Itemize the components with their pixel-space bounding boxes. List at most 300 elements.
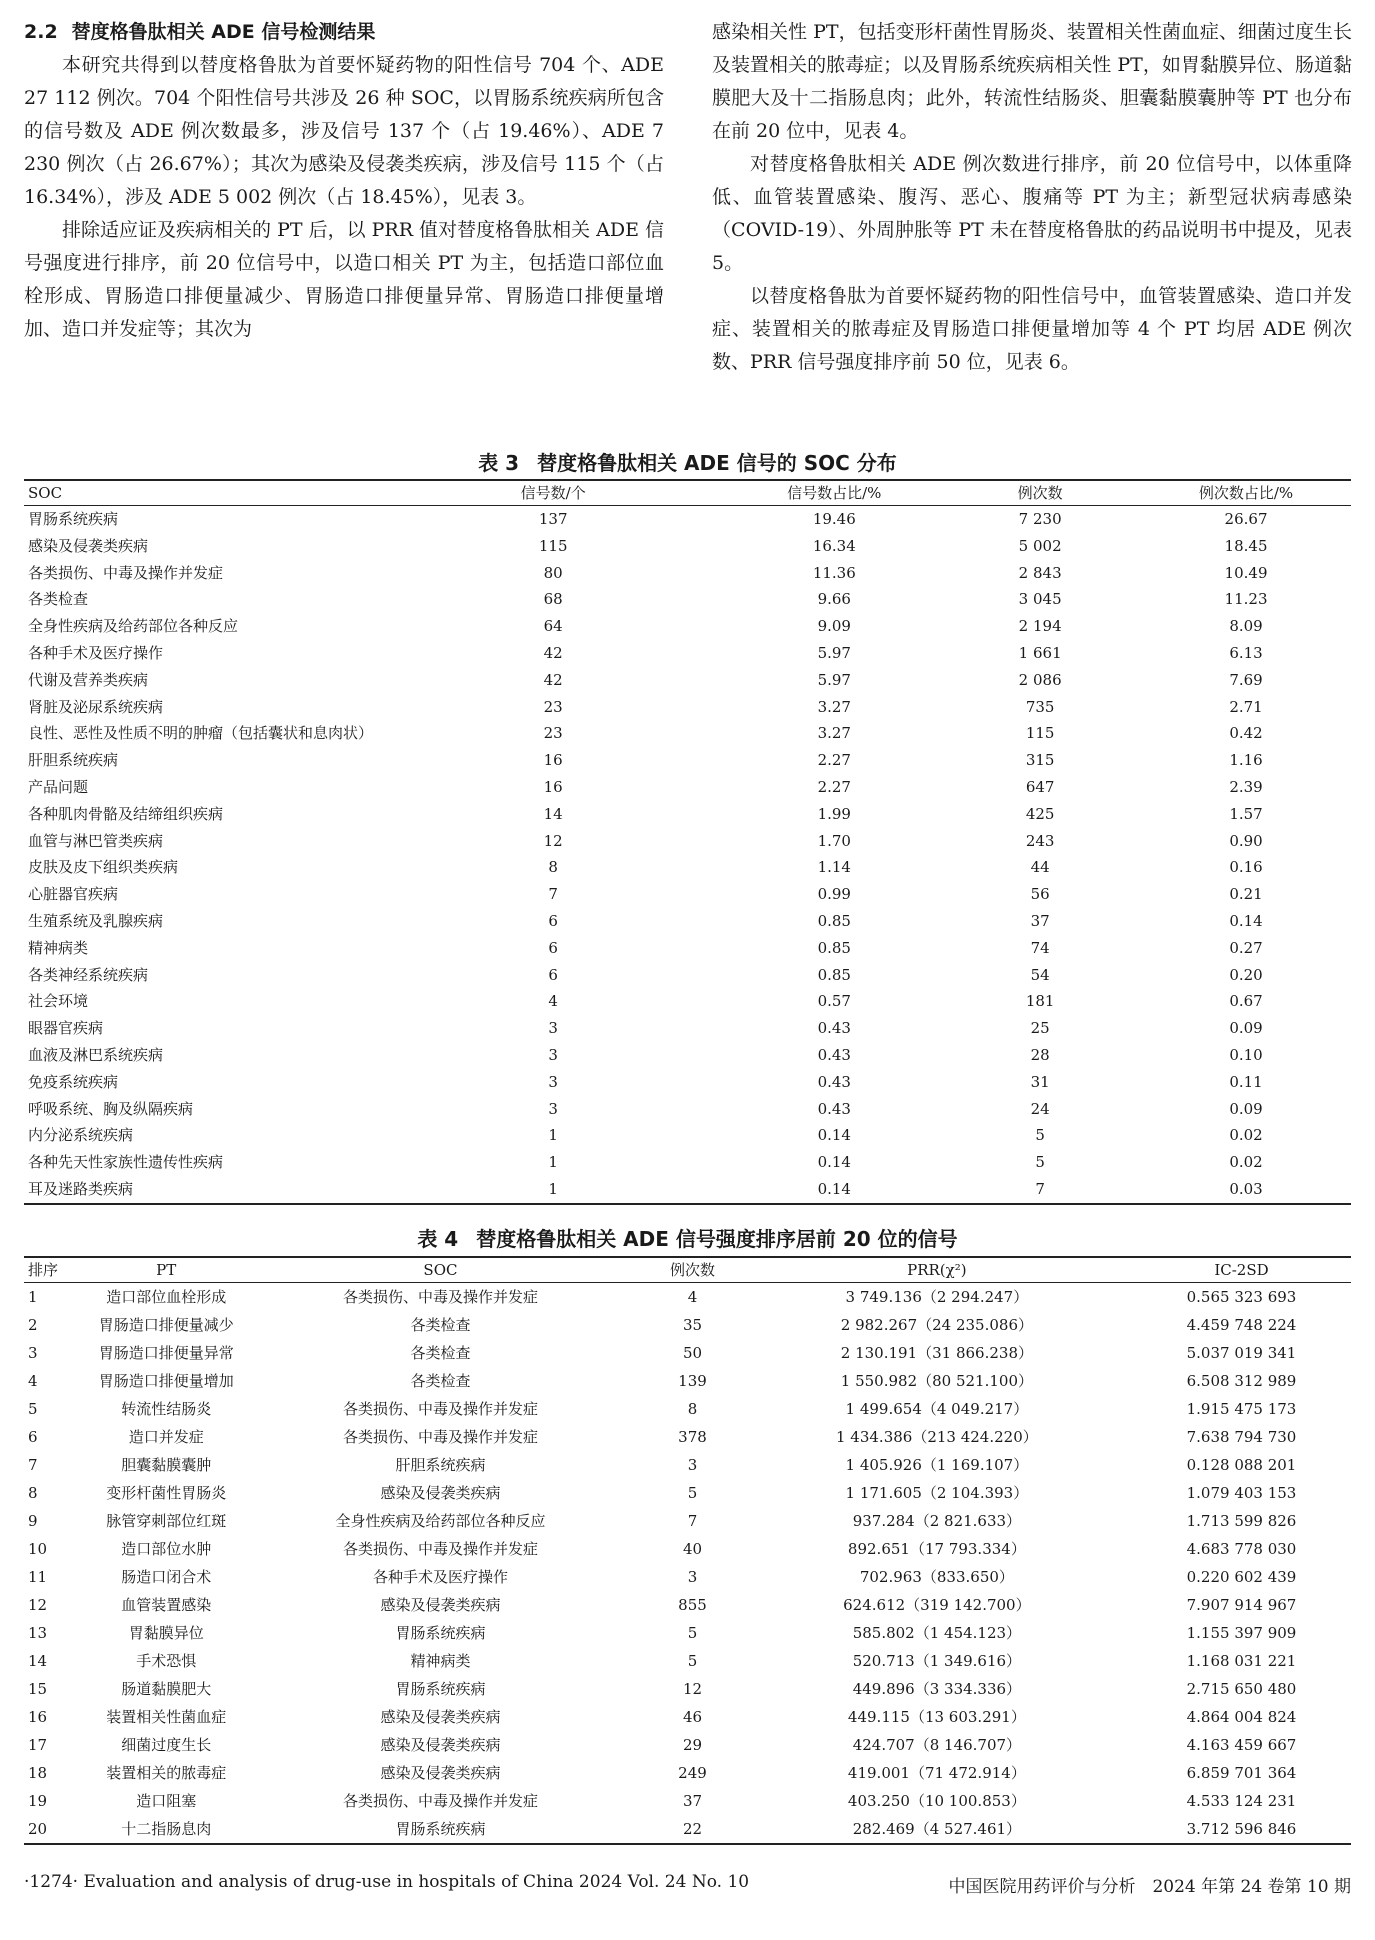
table-cell: 1.99 bbox=[817, 804, 851, 823]
table-cell: 肝胆系统疾病 bbox=[395, 1456, 486, 1474]
table-cell: 产品问题 bbox=[28, 777, 89, 796]
table-cell: 23 bbox=[543, 724, 563, 743]
table-cell: 1.57 bbox=[1229, 804, 1263, 823]
table-cell: 2.27 bbox=[817, 777, 851, 796]
table-cell: 0.09 bbox=[1229, 1099, 1263, 1118]
table-cell: 1 bbox=[548, 1126, 558, 1145]
table-cell: 肠道黏膜肥大 bbox=[121, 1680, 212, 1698]
table-cell: 50 bbox=[682, 1344, 703, 1362]
table-cell: 3 bbox=[687, 1568, 698, 1586]
table-cell: 感染及侵袭类疾病 bbox=[380, 1736, 501, 1754]
table-cell: 5 bbox=[1035, 1153, 1045, 1172]
table-cell: 0.03 bbox=[1141, 1176, 1351, 1204]
footer-journal-en: ·1274· Evaluation and analysis of drug-use in hospitals of China 2024 Vol. 24 No. 10 bbox=[24, 1872, 750, 1892]
table-cell: 各类检查 bbox=[410, 1372, 471, 1390]
table-cell: 胃黏膜异位 bbox=[128, 1624, 204, 1642]
table-cell: 243 bbox=[1025, 831, 1055, 850]
table-row bbox=[24, 1675, 1351, 1703]
table-row bbox=[24, 1759, 1351, 1787]
table-cell: 0.14 bbox=[729, 1176, 939, 1204]
table-cell: 1.16 bbox=[1229, 751, 1263, 770]
table-cell: 181 bbox=[1025, 992, 1055, 1011]
table-cell: 各类损伤、中毒及操作并发症 bbox=[342, 1288, 538, 1306]
table-cell: 2 843 bbox=[1018, 563, 1062, 582]
table-cell: 3.27 bbox=[817, 724, 851, 743]
table-cell: 0.85 bbox=[817, 938, 851, 957]
table-row bbox=[24, 1069, 1351, 1096]
table-cell: 社会环境 bbox=[28, 992, 89, 1011]
table-cell: 0.43 bbox=[817, 1072, 851, 1091]
table-cell: 4.683 778 030 bbox=[1186, 1540, 1297, 1558]
left-column bbox=[24, 16, 664, 346]
table-cell: 449.115（13 603.291） bbox=[847, 1708, 1026, 1726]
table-cell: 12 bbox=[543, 831, 563, 850]
table-cell: 感染及侵袭类疾病 bbox=[28, 536, 149, 555]
table-cell: 624.612（319 142.700） bbox=[843, 1596, 1031, 1614]
table-row bbox=[24, 586, 1351, 613]
table-cell: 403.250（10 100.853） bbox=[847, 1792, 1026, 1810]
table4-header-cell: PT bbox=[95, 1257, 238, 1283]
table-cell: 3 bbox=[687, 1456, 698, 1474]
table-cell: 74 bbox=[1030, 938, 1050, 957]
table-cell: 0.43 bbox=[817, 1099, 851, 1118]
table-cell: 转流性结肠炎 bbox=[121, 1400, 212, 1418]
table-cell: 血管与淋巴管类疾病 bbox=[28, 831, 164, 850]
table-cell: 14 bbox=[543, 804, 563, 823]
table-cell: 6.508 312 989 bbox=[1186, 1372, 1297, 1390]
table-row bbox=[24, 1815, 1351, 1844]
table-cell: 22 bbox=[643, 1815, 742, 1844]
table3-soc-distribution bbox=[24, 479, 1351, 1205]
table-row bbox=[24, 1423, 1351, 1451]
table-cell: 0.43 bbox=[817, 1019, 851, 1038]
table-cell: 3 045 bbox=[1018, 590, 1062, 609]
table-cell: 282.469（4 527.461） bbox=[742, 1815, 1132, 1844]
table-cell: 精神病类 bbox=[410, 1652, 471, 1670]
table-cell: 2 bbox=[28, 1316, 38, 1334]
table4-header-cell: PRR(χ²) bbox=[742, 1257, 1132, 1283]
table-cell: 37 bbox=[1030, 911, 1050, 930]
table-cell: 各类损伤、中毒及操作并发症 bbox=[342, 1428, 538, 1446]
table-cell: 2.715 650 480 bbox=[1186, 1680, 1297, 1698]
table-cell: 42 bbox=[543, 670, 563, 689]
table-row bbox=[24, 747, 1351, 774]
table-cell: 1.079 403 153 bbox=[1186, 1484, 1297, 1502]
table-cell: 37 bbox=[682, 1792, 703, 1810]
table-cell: 20 bbox=[24, 1815, 95, 1844]
table-cell: 变形杆菌性胃肠炎 bbox=[106, 1484, 227, 1502]
table-cell: 各种先天性家族性遗传性疾病 bbox=[28, 1153, 224, 1172]
table-cell: 56 bbox=[1030, 885, 1050, 904]
table-cell: 0.128 088 201 bbox=[1186, 1456, 1297, 1474]
table-cell: 全身性疾病及给药部位各种反应 bbox=[335, 1512, 546, 1530]
table-cell: 28 bbox=[1030, 1045, 1050, 1064]
table-cell: 8 bbox=[28, 1484, 38, 1502]
table-row bbox=[24, 1176, 1351, 1204]
table-cell: 10.49 bbox=[1224, 563, 1268, 582]
table-row bbox=[24, 694, 1351, 721]
table-cell: 生殖系统及乳腺疾病 bbox=[28, 911, 164, 930]
table-cell: 2.27 bbox=[817, 751, 851, 770]
table4-header-cell: 排序 bbox=[24, 1257, 95, 1283]
table-cell: 139 bbox=[678, 1372, 707, 1390]
table-cell: 9 bbox=[28, 1512, 38, 1530]
table-cell: 16 bbox=[543, 751, 563, 770]
table-cell: 1.915 475 173 bbox=[1186, 1400, 1297, 1418]
table-cell: 0.02 bbox=[1229, 1153, 1263, 1172]
table3-header-cell: SOC bbox=[24, 480, 377, 506]
table-row bbox=[24, 1563, 1351, 1591]
table-row bbox=[24, 1042, 1351, 1069]
table3-header-cell: 信号数占比/% bbox=[729, 480, 939, 506]
table4-header-cell: 例次数 bbox=[643, 1257, 742, 1283]
table-cell: 18 bbox=[28, 1764, 48, 1782]
table-cell: 520.713（1 349.616） bbox=[852, 1652, 1022, 1670]
section-number: 2.2 bbox=[24, 21, 58, 43]
table-cell: 0.14 bbox=[1229, 911, 1263, 930]
table-cell: 胃肠系统疾病 bbox=[395, 1624, 486, 1642]
table-cell: 2.71 bbox=[1229, 697, 1263, 716]
table-cell: 68 bbox=[543, 590, 563, 609]
table-cell: 4.459 748 224 bbox=[1186, 1316, 1297, 1334]
table-cell: 造口并发症 bbox=[128, 1428, 204, 1446]
table-row bbox=[24, 1787, 1351, 1815]
table-cell: 5 bbox=[687, 1624, 698, 1642]
table-cell: 各类损伤、中毒及操作并发症 bbox=[28, 563, 224, 582]
table-cell: 1 bbox=[377, 1176, 729, 1204]
table-cell: 胃肠造口排便量增加 bbox=[98, 1372, 234, 1390]
table-cell: 3 bbox=[548, 1019, 558, 1038]
table-cell: 7 bbox=[939, 1176, 1141, 1204]
table-cell: 4.864 004 824 bbox=[1186, 1708, 1297, 1726]
table-cell: 378 bbox=[678, 1428, 707, 1446]
table-cell: 0.10 bbox=[1229, 1045, 1263, 1064]
table-cell: 9.09 bbox=[817, 617, 851, 636]
table-cell: 十二指肠息肉 bbox=[95, 1815, 238, 1844]
table-cell: 各类损伤、中毒及操作并发症 bbox=[342, 1792, 538, 1810]
table-cell: 18.45 bbox=[1224, 536, 1268, 555]
table-cell: 各类检查 bbox=[410, 1344, 471, 1362]
table-cell: 造口部位血栓形成 bbox=[106, 1288, 227, 1306]
table-cell: 6 bbox=[28, 1428, 38, 1446]
table-row bbox=[24, 1451, 1351, 1479]
table-cell: 424.707（8 146.707） bbox=[852, 1736, 1022, 1754]
table-cell: 16 bbox=[28, 1708, 48, 1726]
table-cell: 肾脏及泌尿系统疾病 bbox=[28, 697, 164, 716]
table-row bbox=[24, 1731, 1351, 1759]
table-cell: 855 bbox=[678, 1596, 707, 1614]
table-cell: 4.163 459 667 bbox=[1186, 1736, 1297, 1754]
table4-title: 替度格鲁肽相关 ADE 信号强度排序居前 20 位的信号 bbox=[476, 1227, 958, 1251]
table-cell: 0.43 bbox=[817, 1045, 851, 1064]
table-cell: 17 bbox=[28, 1736, 48, 1754]
table-cell: 2.39 bbox=[1229, 777, 1263, 796]
table-cell: 115 bbox=[538, 536, 568, 555]
table-row bbox=[24, 881, 1351, 908]
table-cell: 1 499.654（4 049.217） bbox=[845, 1400, 1029, 1418]
table-cell: 7 bbox=[28, 1456, 38, 1474]
table-cell: 449.896（3 334.336） bbox=[852, 1680, 1022, 1698]
table-cell: 各类损伤、中毒及操作并发症 bbox=[342, 1540, 538, 1558]
table-cell: 2 086 bbox=[1018, 670, 1062, 689]
table-cell: 1 661 bbox=[1018, 643, 1062, 662]
table-cell: 1.70 bbox=[817, 831, 851, 850]
table-row bbox=[24, 1339, 1351, 1367]
table-cell: 胃肠系统疾病 bbox=[395, 1680, 486, 1698]
table-cell: 13 bbox=[28, 1624, 48, 1642]
table-cell: 装置相关的脓毒症 bbox=[106, 1764, 227, 1782]
table-cell: 代谢及营养类疾病 bbox=[28, 670, 149, 689]
table-cell: 0.14 bbox=[817, 1126, 851, 1145]
table-cell: 全身性疾病及给药部位各种反应 bbox=[28, 617, 239, 636]
table-cell: 12 bbox=[28, 1596, 48, 1614]
footer-journal-cn: 中国医院用药评价与分析 2024 年第 24 卷第 10 期 bbox=[948, 1877, 1351, 1897]
table-cell: 脉管穿刺部位红斑 bbox=[106, 1512, 227, 1530]
table-cell: 血管装置感染 bbox=[121, 1596, 212, 1614]
table-cell: 42 bbox=[543, 643, 563, 662]
table-cell: 5 002 bbox=[1018, 536, 1062, 555]
table4-caption bbox=[0, 1223, 1375, 1252]
table-cell: 2 130.191（31 866.238） bbox=[840, 1344, 1033, 1362]
table-cell: 19.46 bbox=[812, 510, 856, 528]
table-row bbox=[24, 1703, 1351, 1731]
table-cell: 8.09 bbox=[1229, 617, 1263, 636]
table-cell: 1 bbox=[548, 1153, 558, 1172]
table-cell: 11.23 bbox=[1224, 590, 1268, 609]
table-cell: 各类检查 bbox=[410, 1316, 471, 1334]
table-cell: 4 bbox=[687, 1288, 698, 1306]
table4-top20-signals bbox=[24, 1256, 1351, 1845]
table3-header-cell: 例次数占比/% bbox=[1141, 480, 1351, 506]
table-cell: 感染及侵袭类疾病 bbox=[380, 1708, 501, 1726]
table-row bbox=[24, 801, 1351, 828]
table-cell: 46 bbox=[682, 1708, 703, 1726]
table-cell: 24 bbox=[1030, 1099, 1050, 1118]
table-cell: 感染及侵袭类疾病 bbox=[380, 1484, 501, 1502]
table-cell: 0.42 bbox=[1229, 724, 1263, 743]
table-cell: 1.155 397 909 bbox=[1186, 1624, 1297, 1642]
table-cell: 7 bbox=[548, 885, 558, 904]
table-cell: 3 bbox=[28, 1344, 38, 1362]
table-row bbox=[24, 1311, 1351, 1339]
table-row bbox=[24, 774, 1351, 801]
table-cell: 各种手术及医疗操作 bbox=[28, 643, 164, 662]
table-cell: 8 bbox=[687, 1400, 698, 1418]
table-cell: 5.97 bbox=[817, 670, 851, 689]
table-cell: 0.09 bbox=[1229, 1019, 1263, 1038]
table-cell: 内分泌系统疾病 bbox=[28, 1126, 134, 1145]
table-cell: 耳及迷路类疾病 bbox=[24, 1176, 377, 1204]
paragraph-prr-ranking: 排除适应证及疾病相关的 PT 后，以 PRR 值对替度格鲁肽相关 ADE 信号强度进行排序，前 20 位信号中，以造口相关 PT 为主，包括造口部位血栓形成、胃肠造口排便量减少、胃肠造口排便量异常、胃肠造口排便量增加、造口并发症等；其次为 bbox=[24, 219, 664, 340]
table-cell: 0.11 bbox=[1229, 1072, 1263, 1091]
table-row bbox=[24, 962, 1351, 989]
table-row bbox=[24, 1122, 1351, 1149]
table-cell: 7 230 bbox=[1018, 510, 1062, 528]
table-cell: 11 bbox=[28, 1568, 48, 1586]
table-cell: 装置相关性菌血症 bbox=[106, 1708, 227, 1726]
table-cell: 0.85 bbox=[817, 965, 851, 984]
table4-number: 表 4 bbox=[417, 1227, 459, 1251]
table-cell: 0.20 bbox=[1229, 965, 1263, 984]
table-cell: 1 434.386（213 424.220） bbox=[835, 1428, 1038, 1446]
table-row bbox=[24, 828, 1351, 855]
table-cell: 26.67 bbox=[1224, 510, 1268, 528]
table-cell: 9.66 bbox=[817, 590, 851, 609]
table-cell: 31 bbox=[1030, 1072, 1050, 1091]
table-row bbox=[24, 1283, 1351, 1312]
table-cell: 0.565 323 693 bbox=[1186, 1288, 1297, 1306]
table-cell: 心脏器官疾病 bbox=[28, 885, 119, 904]
table-cell: 皮肤及皮下组织类疾病 bbox=[28, 858, 179, 877]
table-cell: 感染及侵袭类疾病 bbox=[380, 1764, 501, 1782]
table-cell: 54 bbox=[1030, 965, 1050, 984]
table-cell: 4.533 124 231 bbox=[1186, 1792, 1297, 1810]
table-cell: 5 bbox=[1035, 1126, 1045, 1145]
paragraph-infection-pt: 感染相关性 PT，包括变形杆菌性胃肠炎、装置相关性菌血症、细菌过度生长及装置相关的脓毒症；以及胃肠系统疾病相关性 PT，如胃黏膜异位、肠道黏膜肥大及十二指肠息肉；此外，转流性结肠炎、胆囊黏膜囊肿等 PT 也分布在前 20 位中，见表 4。 bbox=[712, 21, 1352, 142]
table-cell: 各类检查 bbox=[28, 590, 89, 609]
table-cell: 0.16 bbox=[1229, 858, 1263, 877]
table-cell: 12 bbox=[682, 1680, 703, 1698]
section-heading bbox=[24, 16, 664, 49]
table-cell: 3.27 bbox=[817, 697, 851, 716]
table-cell: 425 bbox=[1025, 804, 1055, 823]
table-row bbox=[24, 988, 1351, 1015]
paragraph-top50: 以替度格鲁肽为首要怀疑药物的阳性信号中，血管装置感染、造口并发症、装置相关的脓毒症及胃肠造口排便量增加等 4 个 PT 均居 ADE 例次数、PRR 信号强度排序前 50 位，见表 6。 bbox=[712, 285, 1352, 373]
table-cell: 1.14 bbox=[817, 858, 851, 877]
table-cell: 29 bbox=[682, 1736, 703, 1754]
table-cell: 315 bbox=[1025, 751, 1055, 770]
table-row bbox=[24, 506, 1351, 533]
table-row bbox=[24, 854, 1351, 881]
table-row bbox=[24, 1619, 1351, 1647]
table-cell: 0.57 bbox=[817, 992, 851, 1011]
table-cell: 1.168 031 221 bbox=[1186, 1652, 1297, 1670]
table-cell: 40 bbox=[682, 1540, 703, 1558]
table-cell: 5 bbox=[687, 1484, 698, 1502]
table-cell: 0.85 bbox=[817, 911, 851, 930]
table-cell: 7.638 794 730 bbox=[1186, 1428, 1297, 1446]
section-title: 替度格鲁肽相关 ADE 信号检测结果 bbox=[71, 21, 376, 43]
table-cell: 各种手术及医疗操作 bbox=[372, 1568, 508, 1586]
paragraph-signal-overview: 本研究共得到以替度格鲁肽为首要怀疑药物的阳性信号 704 个、ADE 27 112 例次。704 个阳性信号共涉及 26 种 SOC，以胃肠系统疾病所包含的信号数及 ADE 例次数最多，涉及信号 137 个（占 19.46%）、ADE 7 230 例次（占 26.67%）；其次为感染及侵袭类疾病，涉及信号 115 个（占 16.34%），涉及 ADE 5 002 例次（占 18.45%），见表 3。 bbox=[24, 54, 664, 208]
table-cell: 良性、恶性及性质不明的肿瘤（包括囊状和息肉状） bbox=[28, 724, 374, 743]
table-row bbox=[24, 1096, 1351, 1123]
table-cell: 702.963（833.650） bbox=[859, 1568, 1014, 1586]
table-cell: 眼器官疾病 bbox=[28, 1019, 104, 1038]
table-cell: 23 bbox=[543, 697, 563, 716]
table-cell: 1 405.926（1 169.107） bbox=[845, 1456, 1029, 1474]
table-cell: 8 bbox=[548, 858, 558, 877]
table-cell: 0.14 bbox=[817, 1153, 851, 1172]
table-cell: 0.27 bbox=[1229, 938, 1263, 957]
table-cell: 14 bbox=[28, 1652, 48, 1670]
paragraph-case-ranking: 对替度格鲁肽相关 ADE 例次数进行排序，前 20 位信号中，以体重降低、血管装置感染、腹泻、恶心、腹痛等 PT 为主；新型冠状病毒感染（COVID-19）、外周肿胀等 PT 未在替度格鲁肽的药品说明书中提及，见表 5。 bbox=[712, 153, 1352, 274]
table3-number: 表 3 bbox=[478, 451, 520, 475]
table-cell: 3 749.136（2 294.247） bbox=[845, 1288, 1029, 1306]
table-row bbox=[24, 613, 1351, 640]
table-row bbox=[24, 533, 1351, 560]
table-cell: 5 bbox=[28, 1400, 38, 1418]
table-cell: 64 bbox=[543, 617, 563, 636]
table-cell: 细菌过度生长 bbox=[121, 1736, 212, 1754]
table-cell: 0.21 bbox=[1229, 885, 1263, 904]
table-cell: 419.001（71 472.914） bbox=[847, 1764, 1026, 1782]
table-cell: 6 bbox=[548, 965, 558, 984]
table-cell: 647 bbox=[1025, 777, 1055, 796]
table-row bbox=[24, 1479, 1351, 1507]
table-cell: 15 bbox=[28, 1680, 48, 1698]
table-row bbox=[24, 667, 1351, 694]
table-cell: 2 194 bbox=[1018, 617, 1062, 636]
table-cell: 精神病类 bbox=[28, 938, 89, 957]
table-cell: 892.651（17 793.334） bbox=[847, 1540, 1026, 1558]
table-cell: 80 bbox=[543, 563, 563, 582]
table-cell: 1.713 599 826 bbox=[1186, 1512, 1297, 1530]
table-cell: 4 bbox=[28, 1372, 38, 1390]
table-cell: 3 bbox=[548, 1099, 558, 1118]
table-cell: 735 bbox=[1025, 697, 1055, 716]
table-row bbox=[24, 1015, 1351, 1042]
table-cell: 937.284（2 821.633） bbox=[852, 1512, 1022, 1530]
table-cell: 16.34 bbox=[812, 536, 856, 555]
table-cell: 5 bbox=[687, 1652, 698, 1670]
table-row bbox=[24, 1647, 1351, 1675]
table-cell: 6 bbox=[548, 911, 558, 930]
table-row bbox=[24, 560, 1351, 587]
table-cell: 感染及侵袭类疾病 bbox=[380, 1596, 501, 1614]
table-cell: 25 bbox=[1030, 1019, 1050, 1038]
table3-header-cell: 信号数/个 bbox=[377, 480, 729, 506]
table-cell: 585.802（1 454.123） bbox=[852, 1624, 1022, 1642]
table-cell: 0.99 bbox=[817, 885, 851, 904]
table-cell: 6 bbox=[548, 938, 558, 957]
table-cell: 16 bbox=[543, 777, 563, 796]
table-cell: 0.90 bbox=[1229, 831, 1263, 850]
table-row bbox=[24, 720, 1351, 747]
table-cell: 6.13 bbox=[1229, 643, 1263, 662]
table-cell: 0.67 bbox=[1229, 992, 1263, 1011]
table-cell: 115 bbox=[1025, 724, 1055, 743]
table-row bbox=[24, 1149, 1351, 1176]
table-cell: 7.69 bbox=[1229, 670, 1263, 689]
table-cell: 各类神经系统疾病 bbox=[28, 965, 149, 984]
table-cell: 4 bbox=[548, 992, 558, 1011]
table4-header-cell: IC-2SD bbox=[1132, 1257, 1351, 1283]
table-cell: 3.712 596 846 bbox=[1132, 1815, 1351, 1844]
table-cell: 7 bbox=[687, 1512, 698, 1530]
table-cell: 2 982.267（24 235.086） bbox=[840, 1316, 1033, 1334]
table-row bbox=[24, 1507, 1351, 1535]
table-cell: 10 bbox=[28, 1540, 48, 1558]
table-cell: 手术恐惧 bbox=[136, 1652, 197, 1670]
table4-header-cell: SOC bbox=[238, 1257, 643, 1283]
table-cell: 胃肠造口排便量减少 bbox=[98, 1316, 234, 1334]
table-cell: 249 bbox=[678, 1764, 707, 1782]
right-column bbox=[712, 16, 1352, 379]
table-cell: 3 bbox=[548, 1045, 558, 1064]
table-cell: 11.36 bbox=[812, 563, 856, 582]
table-cell: 造口阻塞 bbox=[136, 1792, 197, 1810]
table-cell: 胃肠系统疾病 bbox=[238, 1815, 643, 1844]
table-cell: 肠造口闭合术 bbox=[121, 1568, 212, 1586]
table-cell: 5.97 bbox=[817, 643, 851, 662]
table-cell: 胃肠系统疾病 bbox=[28, 510, 119, 528]
table-cell: 呼吸系统、胸及纵隔疾病 bbox=[28, 1099, 194, 1118]
table3-header-cell: 例次数 bbox=[939, 480, 1141, 506]
table-cell: 1 550.982（80 521.100） bbox=[840, 1372, 1033, 1390]
table-cell: 血液及淋巴系统疾病 bbox=[28, 1045, 164, 1064]
table-row bbox=[24, 1591, 1351, 1619]
